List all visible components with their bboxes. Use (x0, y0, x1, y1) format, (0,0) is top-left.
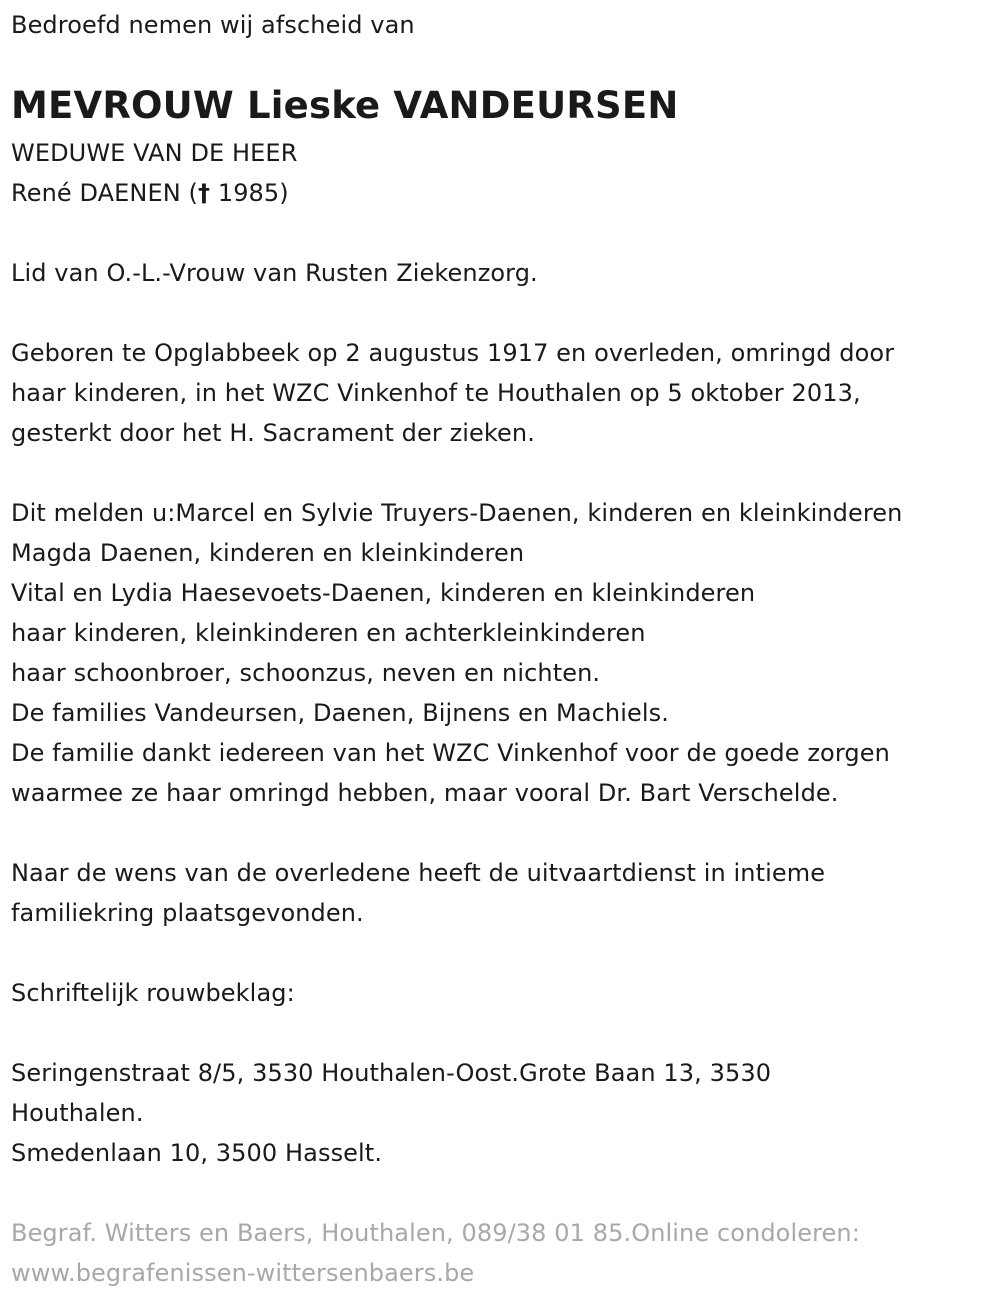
funeral-line: Naar de wens van de overledene heeft de uitvaartdienst in intieme (11, 859, 826, 887)
family-line: De families Vandeursen, Daenen, Bijnens en Machiels. (11, 699, 669, 727)
cross-icon: † (197, 179, 211, 207)
family-line: De familie dankt iedereen van het WZC Vinkenhof voor de goede zorgen (11, 739, 890, 767)
spouse-line (11, 173, 297, 213)
widow-line: WEDUWE VAN DE HEER (11, 139, 298, 167)
family-line: Dit melden u:Marcel en Sylvie Truyers-Daenen, kinderen en kleinkinderen (11, 499, 903, 527)
family-section (11, 493, 902, 813)
address-line: Smedenlaan 10, 3500 Hasselt. (11, 1139, 383, 1167)
condolence-heading: Schriftelijk rouwbeklag: (11, 979, 295, 1007)
footer-website-link[interactable]: www.begrafenissen-wittersenbaers.be (11, 1259, 475, 1287)
funeral-line: familiekring plaatsgevonden. (11, 899, 364, 927)
spouse-death-year: 1985) (210, 179, 289, 207)
funeral-home-footer (11, 1213, 860, 1293)
widow-section (11, 133, 297, 213)
address-line: Seringenstraat 8/5, 3530 Houthalen-Oost.Grote Baan 13, 3530 (11, 1059, 772, 1087)
funeral-section (11, 853, 825, 933)
address-section (11, 1053, 771, 1173)
family-line: waarmee ze haar omringd hebben, maar vooral Dr. Bart Verschelde. (11, 779, 839, 807)
spouse-name: René DAENEN ( (11, 179, 198, 207)
membership-section (11, 253, 538, 293)
deceased-name: MEVROUW Lieske VANDEURSEN (11, 84, 679, 127)
birth-death-section (11, 333, 894, 453)
footer-line: Begraf. Witters en Baers, Houthalen, 089/38 01 85.Online condoleren: (11, 1219, 860, 1247)
birth-death-line: haar kinderen, in het WZC Vinkenhof te Houthalen op 5 oktober 2013, (11, 379, 861, 407)
birth-death-line: Geboren te Opglabbeek op 2 augustus 1917 en overleden, omringd door (11, 339, 895, 367)
condolence-section (11, 973, 295, 1013)
family-line: haar kinderen, kleinkinderen en achterkleinkinderen (11, 619, 646, 647)
membership-text: Lid van O.-L.-Vrouw van Rusten Ziekenzorg. (11, 259, 538, 287)
birth-death-line: gesterkt door het H. Sacrament der zieken. (11, 419, 535, 447)
address-line: Houthalen. (11, 1099, 144, 1127)
family-line: Vital en Lydia Haesevoets-Daenen, kinderen en kleinkinderen (11, 579, 756, 607)
family-line: Magda Daenen, kinderen en kleinkinderen (11, 539, 525, 567)
intro-text: Bedroefd nemen wij afscheid van (11, 11, 415, 39)
family-line: haar schoonbroer, schoonzus, neven en nichten. (11, 659, 601, 687)
